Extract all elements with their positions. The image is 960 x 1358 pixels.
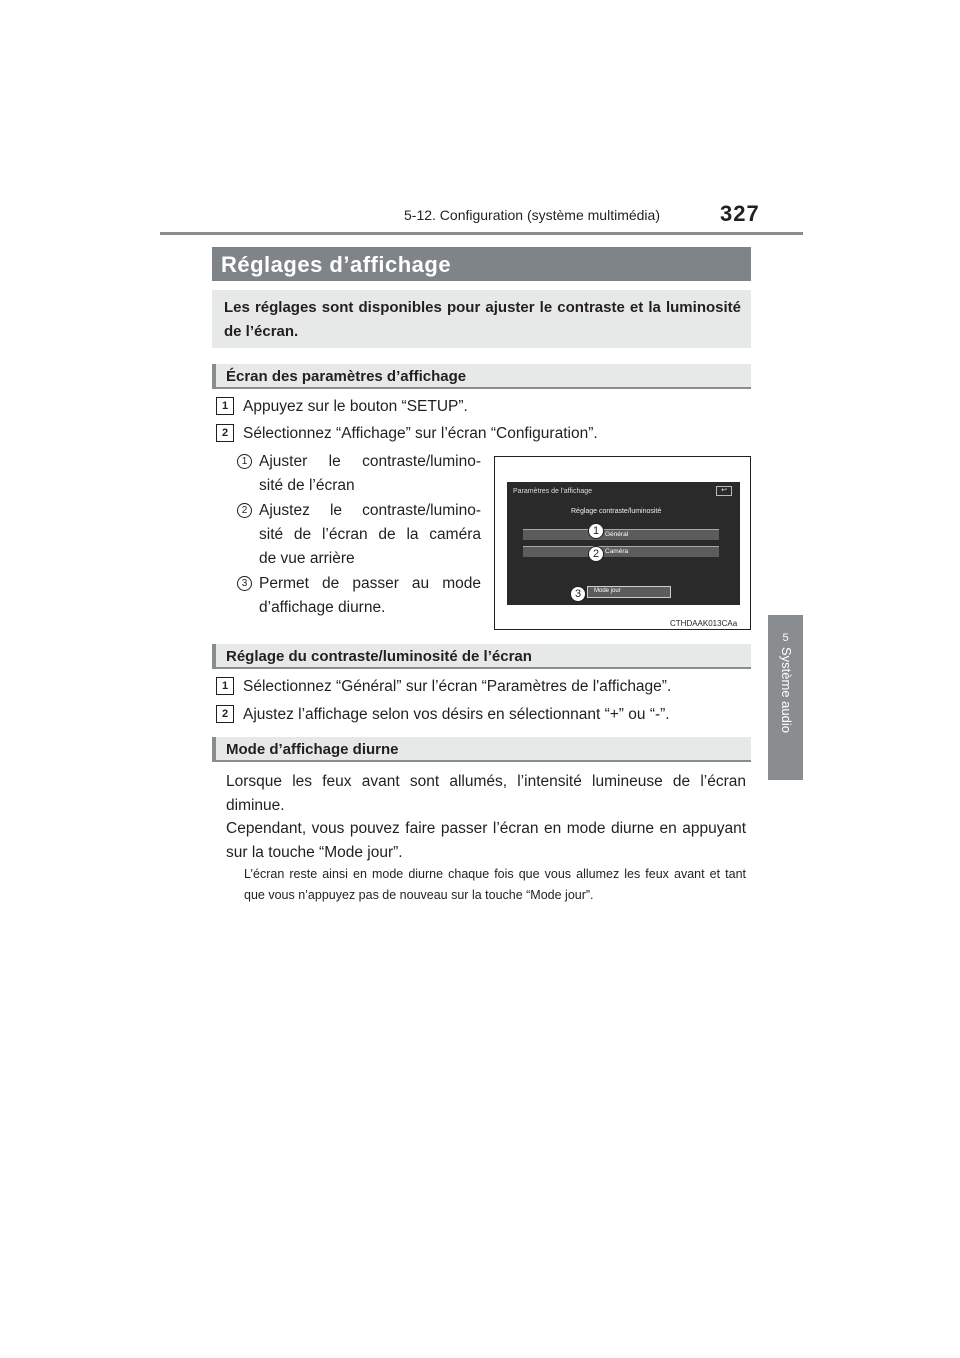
chapter-label: Système audio <box>779 647 794 733</box>
item-description <box>259 450 481 498</box>
chapter-side-tab <box>768 615 803 780</box>
image-code: CTHDAAK013CAa <box>670 619 738 628</box>
section-reference: 5-12. Configuration (système multimédia) <box>404 207 660 223</box>
screen-illustration <box>494 456 751 630</box>
screen-title: Paramètres de l'affichage <box>513 488 593 495</box>
step-number: 2 <box>216 705 234 723</box>
item-number: 2 <box>237 503 252 518</box>
item-line: d’affichage diurne. <box>259 599 386 616</box>
general-button <box>523 529 719 540</box>
back-icon: ↩ <box>716 486 732 496</box>
callout-marker: 2 <box>588 546 604 562</box>
paragraph: Lorsque les feux avant sont allumés, l’intensité lumineuse de l’écran diminue. <box>226 773 746 814</box>
header-rule <box>160 232 803 235</box>
step-text: Ajustez l’affichage selon vos désirs en sélectionnant “+” ou “-”. <box>243 706 670 723</box>
screen-subtitle: Réglage contraste/luminosité <box>571 508 662 515</box>
paragraph: Cependant, vous pouvez faire passer l’écran en mode diurne en appuyant sur la touche “Mode jour”. <box>226 820 746 861</box>
callout-marker: 3 <box>570 586 586 602</box>
intro-text: Les réglages sont disponibles pour ajuster le contraste et la luminosité de l’écran. <box>212 290 751 348</box>
item-line: sité de l’écran de la caméra <box>259 526 481 543</box>
item-line: Ajuster le contraste/lumino- <box>259 453 481 470</box>
step-text: Sélectionnez “Affichage” sur l’écran “Configuration”. <box>243 425 598 442</box>
step-number: 2 <box>216 424 234 442</box>
item-line: sité de l’écran <box>259 477 355 494</box>
section-heading-contrast: Réglage du contraste/luminosité de l’écran <box>212 644 751 669</box>
step-number: 1 <box>216 397 234 415</box>
item-line: Ajustez le contraste/lumino- <box>259 502 481 519</box>
step-text: Sélectionnez “Général” sur l’écran “Paramètres de l'affichage”. <box>243 678 672 695</box>
callout-marker: 1 <box>588 523 604 539</box>
display-settings-screen <box>507 482 740 605</box>
step-number: 1 <box>216 677 234 695</box>
section-heading-day-mode: Mode d’affichage diurne <box>212 737 751 762</box>
item-line: Permet de passer au mode <box>259 575 481 592</box>
step-text: Appuyez sur le bouton “SETUP”. <box>243 398 468 415</box>
day-mode-button: Mode jour <box>587 586 671 598</box>
page-number: 327 <box>720 201 760 226</box>
general-label: Général <box>605 531 629 538</box>
item-number: 1 <box>237 454 252 469</box>
item-number: 3 <box>237 576 252 591</box>
camera-label: Caméra <box>605 548 629 555</box>
page-title: Réglages d’affichage <box>212 247 751 281</box>
section-heading-display-settings: Écran des paramètres d’affichage <box>212 364 751 389</box>
note-text: L’écran reste ainsi en mode diurne chaque fois que vous allumez les feux avant et tant que vous n’appuyez pas de nouveau sur la touche “Mode jour”. <box>244 867 746 902</box>
item-line: de vue arrière <box>259 550 355 567</box>
item-description <box>259 499 481 571</box>
camera-button <box>523 546 719 557</box>
item-description <box>259 572 481 620</box>
chapter-number: 5 <box>782 632 789 644</box>
